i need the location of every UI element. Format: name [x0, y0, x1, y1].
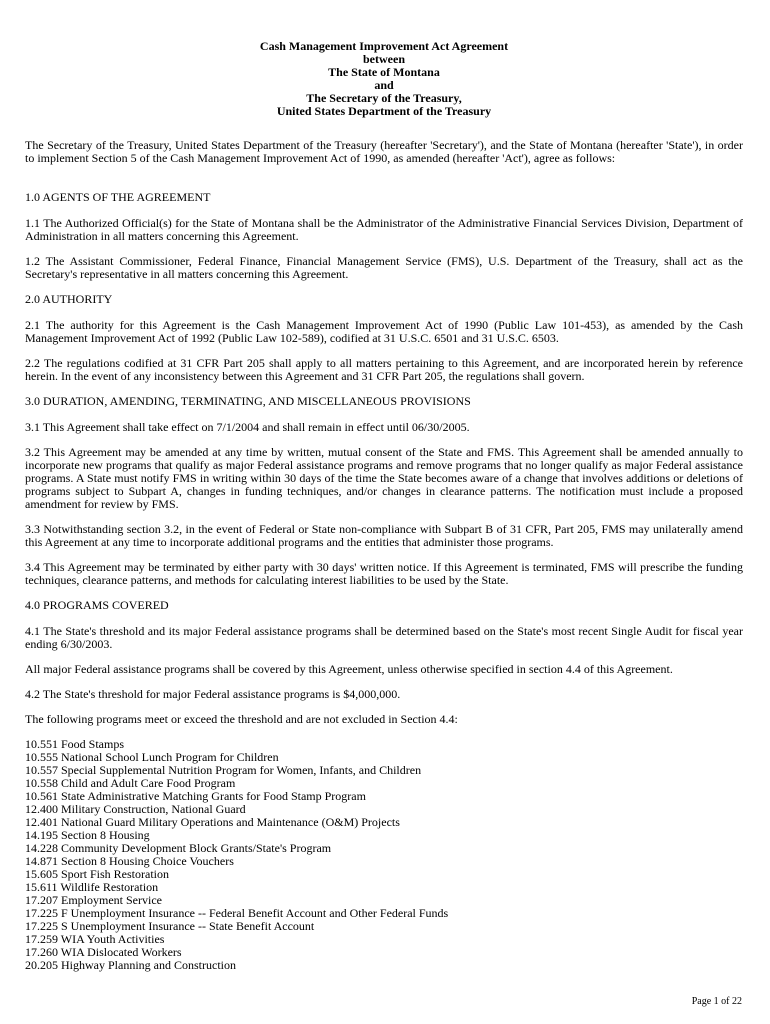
programs-list [25, 738, 743, 972]
list-item: 10.558 Child and Adult Care Food Program [25, 776, 236, 790]
intro-paragraph: The Secretary of the Treasury, United States Department of the Treasury (hereafter 'Secretary'), and the State of Montana (hereafter 'State'), in order to implement Section 5 of the Cash Management Improvement Act of 1990, as amended (hereafter 'Act'), agree as follows: [25, 138, 743, 165]
section-4-1: 4.1 The State's threshold and its major Federal assistance programs shall be determined based on the State's most recent Single Audit for fiscal year ending 6/30/2003. [25, 624, 743, 651]
section-3-heading: 3.0 DURATION, AMENDING, TERMINATING, AND MISCELLANEOUS PROVISIONS [25, 394, 471, 408]
section-3-3: 3.3 Notwithstanding section 3.2, in the event of Federal or State non-compliance with Subpart B of 31 CFR, Part 205, FMS may unilaterally amend this Agreement at any time to incorporate additional programs and the entities that administer those programs. [25, 522, 743, 549]
title-line-1: Cash Management Improvement Act Agreement [259, 39, 509, 53]
list-item: 12.401 National Guard Military Operations and Maintenance (O&M) Projects [25, 815, 400, 829]
list-item: 14.195 Section 8 Housing [25, 828, 150, 842]
document-body [25, 40, 743, 972]
list-item: 17.225 F Unemployment Insurance -- Federal Benefit Account and Other Federal Funds [25, 906, 449, 920]
section-4-heading: 4.0 PROGRAMS COVERED [25, 598, 169, 612]
section-1-1: 1.1 The Authorized Official(s) for the State of Montana shall be the Administrator of the Administrative Financial Services Division, Department of Administration in all matters concerning this Agreement. [25, 216, 743, 243]
title-line-3: The State of Montana [328, 65, 440, 79]
list-item: 12.400 Military Construction, National Guard [25, 802, 246, 816]
list-item: 20.205 Highway Planning and Construction [25, 958, 236, 972]
section-2-heading: 2.0 AUTHORITY [25, 292, 113, 306]
page-number: Page 1 of 22 [691, 996, 742, 1007]
list-item: 17.225 S Unemployment Insurance -- State Benefit Account [25, 919, 315, 933]
list-item: 17.260 WIA Dislocated Workers [25, 945, 182, 959]
list-item: 10.561 State Administrative Matching Grants for Food Stamp Program [25, 789, 366, 803]
list-item: 17.259 WIA Youth Activities [25, 932, 165, 946]
title-line-5: The Secretary of the Treasury, [306, 91, 462, 105]
section-3-4: 3.4 This Agreement may be terminated by either party with 30 days' written notice. If this Agreement is terminated, FMS will prescribe the funding techniques, clearance patterns, and methods for calculating interest liabilities to be used by the State. [25, 560, 743, 587]
section-2-2: 2.2 The regulations codified at 31 CFR Part 205 shall apply to all matters pertaining to this Agreement, and are incorporated herein by reference herein. In the event of any inconsistency between this Agreement and 31 CFR Part 205, the regulations shall govern. [25, 356, 743, 383]
section-3-2: 3.2 This Agreement may be amended at any time by written, mutual consent of the State and FMS. This Agreement shall be amended annually to incorporate new programs that qualify as major Federal assistance programs and remove programs that no longer qualify as major Federal assistance programs. A State must notify FMS in writing within 30 days of the time the State becomes aware of a change that involves additions or deletions of programs subject to Subpart A, changes in funding techniques, and/or changes in clearance patterns. The notification must include a proposed amendment for review by FMS. [25, 445, 743, 511]
list-item: 15.611 Wildlife Restoration [25, 880, 159, 894]
section-4-all-programs: All major Federal assistance programs shall be covered by this Agreement, unless otherwise specified in section 4.4 of this Agreement. [25, 662, 673, 676]
title-line-6: United States Department of the Treasury [276, 104, 492, 118]
section-4-2: 4.2 The State's threshold for major Federal assistance programs is $4,000,000. [25, 687, 401, 701]
section-1-2: 1.2 The Assistant Commissioner, Federal Finance, Financial Management Service (FMS), U.S. Department of the Treasury, shall act as the Secretary's representative in all matters concerning this Agreement. [25, 254, 743, 281]
list-item: 15.605 Sport Fish Restoration [25, 867, 170, 881]
section-1-heading: 1.0 AGENTS OF THE AGREEMENT [25, 190, 211, 204]
list-item: 14.228 Community Development Block Grants/State's Program [25, 841, 332, 855]
document-title [25, 40, 743, 118]
title-line-2: between [363, 52, 405, 66]
list-item: 10.557 Special Supplemental Nutrition Program for Women, Infants, and Children [25, 763, 422, 777]
list-item: 14.871 Section 8 Housing Choice Vouchers [25, 854, 234, 868]
list-item: 10.555 National School Lunch Program for Children [25, 750, 279, 764]
section-2-1: 2.1 The authority for this Agreement is the Cash Management Improvement Act of 1990 (Public Law 101-453), as amended by the Cash Management Improvement Act of 1992 (Public Law 102-589), codified at 31 U.S.C. 6501 and 31 U.S.C. 6503. [25, 318, 743, 345]
list-item: 10.551 Food Stamps [25, 737, 125, 751]
list-item: 17.207 Employment Service [25, 893, 162, 907]
title-line-4: and [374, 78, 394, 92]
section-4-following: The following programs meet or exceed the threshold and are not excluded in Section 4.4: [25, 712, 458, 726]
section-3-1: 3.1 This Agreement shall take effect on 7/1/2004 and shall remain in effect until 06/30/2005. [25, 420, 470, 434]
